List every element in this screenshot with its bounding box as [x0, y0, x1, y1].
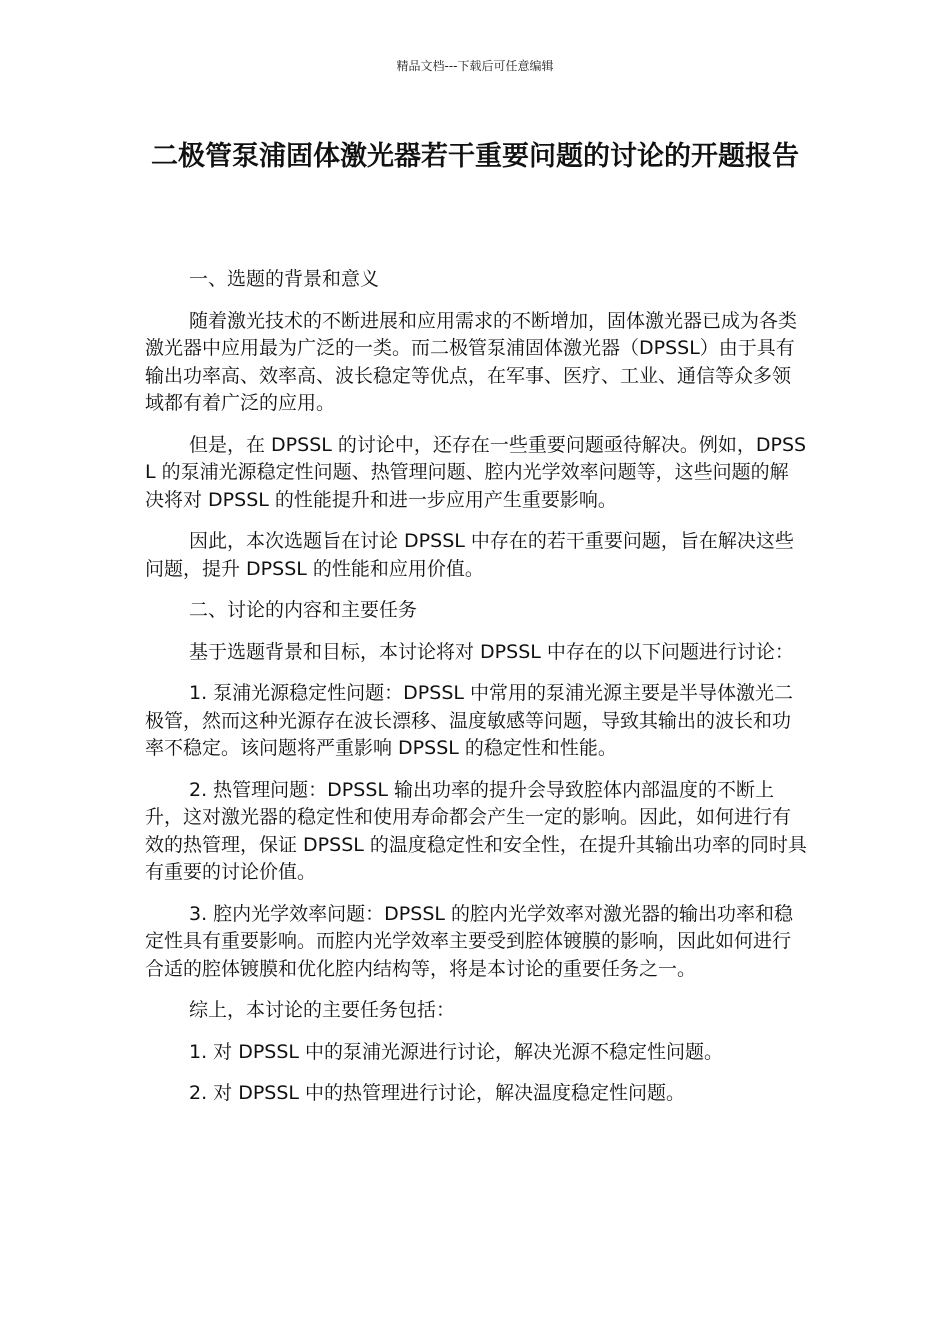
paragraph: 随着激光技术的不断进展和应用需求的不断增加，固体激光器已成为各类激光器中应用最为广泛的一类。而二极管泵浦固体激光器（DPSSL）由于具有输出功率高、效率高、波长稳定等优点，在军事、医疗、工业、通信等众多领域都有着广泛的应用。	[145, 309, 798, 414]
section-heading-content: 二、讨论的内容和主要任务	[189, 599, 418, 621]
list-item: 3. 腔内光学效率问题：DPSSL 的腔内光学效率对激光器的输出功率和稳定性具有重要影响。而腔内光学效率主要受到腔体镀膜的影响，因此如何进行合适的腔体镀膜和优化腔内结构等，将是本讨论的重要任务之一。	[145, 902, 794, 980]
document-title: 二极管泵浦固体激光器若干重要问题的讨论的开题报告	[151, 141, 799, 172]
paragraph: 但是，在 DPSSL 的讨论中，还存在一些重要问题亟待解决。例如，DPSSL 的泵浦光源稳定性问题、热管理问题、腔内光学效率问题等，这些问题的解决将对 DPSSL 的性能提升和进一步应用产生重要影响。	[145, 433, 807, 511]
list-item: 1. 泵浦光源稳定性问题：DPSSL 中常用的泵浦光源主要是半导体激光二极管，然而这种光源存在波长漂移、温度敏感等问题，导致其输出的波长和功率不稳定。该问题将严重影响 DPSSL 的稳定性和性能。	[145, 682, 794, 759]
paragraph: 基于选题背景和目标，本讨论将对 DPSSL 中存在的以下问题进行讨论：	[189, 640, 794, 663]
list-item: 1. 对 DPSSL 中的泵浦光源进行讨论，解决光源不稳定性问题。	[189, 1040, 724, 1063]
paragraph: 因此，本次选题旨在讨论 DPSSL 中存在的若干重要问题，旨在解决这些问题，提升 DPSSL 的性能和应用价值。	[145, 530, 794, 580]
section-heading-background: 一、选题的背景和意义	[189, 268, 380, 290]
list-item: 2. 热管理问题：DPSSL 输出功率的提升会导致腔体内部温度的不断上升，这对激光器的稳定性和使用寿命都会产生一定的影响。因此，如何进行有效的热管理，保证 DPSSL 的温度稳定性和安全性，在提升其输出功率的同时具有重要的讨论价值。	[145, 778, 807, 883]
paragraph: 综上，本讨论的主要任务包括：	[189, 999, 456, 1021]
document-body	[145, 266, 807, 1122]
list-item: 2. 对 DPSSL 中的热管理进行讨论，解决温度稳定性问题。	[189, 1082, 686, 1104]
header-note: 精品文档---下载后可任意编辑	[396, 59, 554, 73]
